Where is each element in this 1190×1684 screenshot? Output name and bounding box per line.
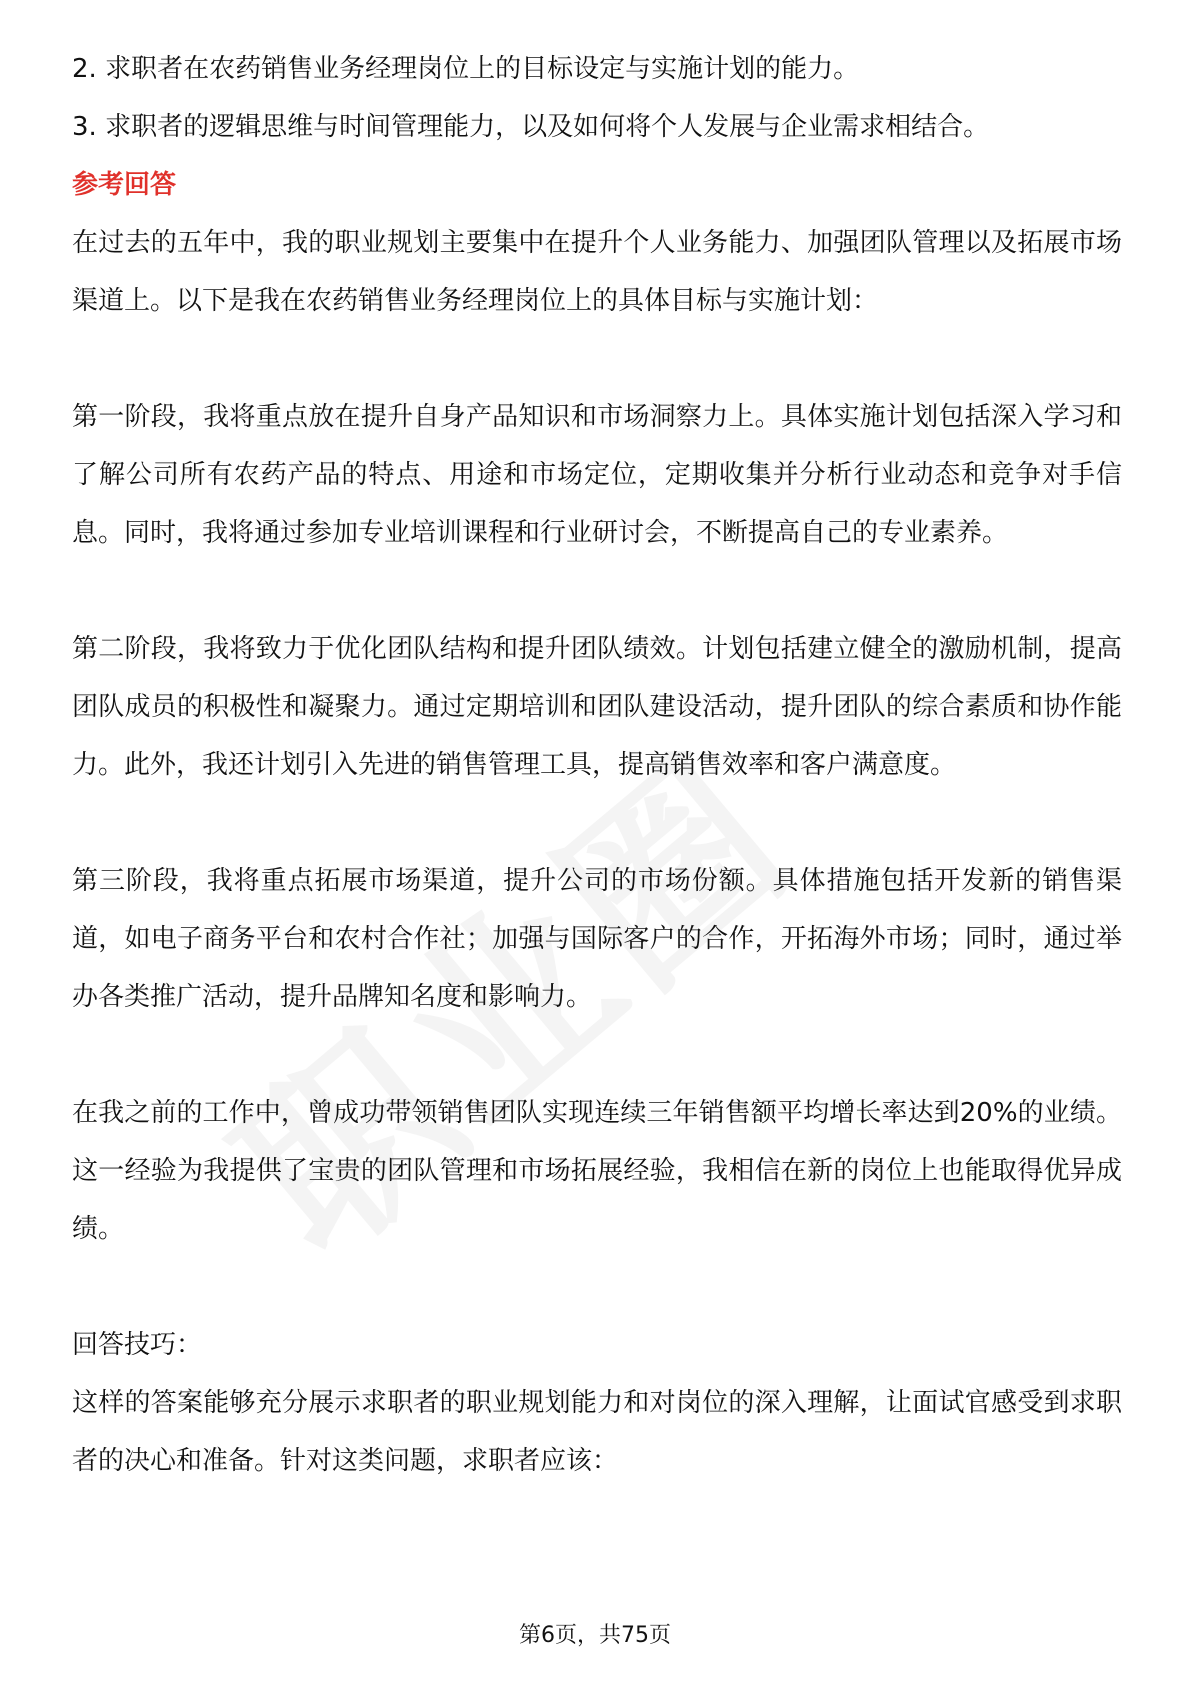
document-page xyxy=(72,40,1122,1490)
stage3-text: 第三阶段，我将重点拓展市场渠道，提升公司的市场份额。具体措施包括开发新的销售渠道，如电子商务平台和农村合作社；加强与国际客户的合作，开拓海外市场；同时，通过举办各类推广活动，提升品牌知名度和影响力。 xyxy=(72,866,1122,1012)
page-footer xyxy=(0,1618,1190,1649)
intro-text: 在过去的五年中，我的职业规划主要集中在提升个人业务能力、加强团队管理以及拓展市场渠道上。以下是我在农药销售业务经理岗位上的具体目标与实施计划： xyxy=(72,228,1122,316)
page-number: 第6页，共75页 xyxy=(519,1623,671,1648)
intro-paragraph xyxy=(72,214,1122,330)
tips-paragraph xyxy=(72,1374,1122,1490)
stage1-text: 第一阶段，我将重点放在提升自身产品知识和市场洞察力上。具体实施计划包括深入学习和了解公司所有农药产品的特点、用途和市场定位，定期收集并分析行业动态和竞争对手信息。同时，我将通过参加专业培训课程和行业研讨会，不断提高自己的专业素养。 xyxy=(72,402,1122,548)
answer-heading: 参考回答 xyxy=(72,170,177,200)
experience-text: 在我之前的工作中，曾成功带领销售团队实现连续三年销售额平均增长率达到20%的业绩。这一经验为我提供了宝贵的团队管理和市场拓展经验，我相信在新的岗位上也能取得优异成绩。 xyxy=(72,1098,1122,1244)
stage3-paragraph xyxy=(72,852,1122,1026)
stage1-paragraph xyxy=(72,388,1122,562)
list-item-2: 2. 求职者在农药销售业务经理岗位上的目标设定与实施计划的能力。 xyxy=(72,54,860,84)
list-item-3: 3. 求职者的逻辑思维与时间管理能力，以及如何将个人发展与企业需求相结合。 xyxy=(72,112,990,142)
tips-heading: 回答技巧： xyxy=(72,1330,203,1360)
tips-text: 这样的答案能够充分展示求职者的职业规划能力和对岗位的深入理解，让面试官感受到求职者的决心和准备。针对这类问题，求职者应该： xyxy=(72,1388,1122,1476)
stage2-paragraph xyxy=(72,620,1122,794)
stage2-text: 第二阶段，我将致力于优化团队结构和提升团队绩效。计划包括建立健全的激励机制，提高团队成员的积极性和凝聚力。通过定期培训和团队建设活动，提升团队的综合素质和协作能力。此外，我还计划引入先进的销售管理工具，提高销售效率和客户满意度。 xyxy=(72,634,1122,780)
experience-paragraph xyxy=(72,1084,1122,1258)
